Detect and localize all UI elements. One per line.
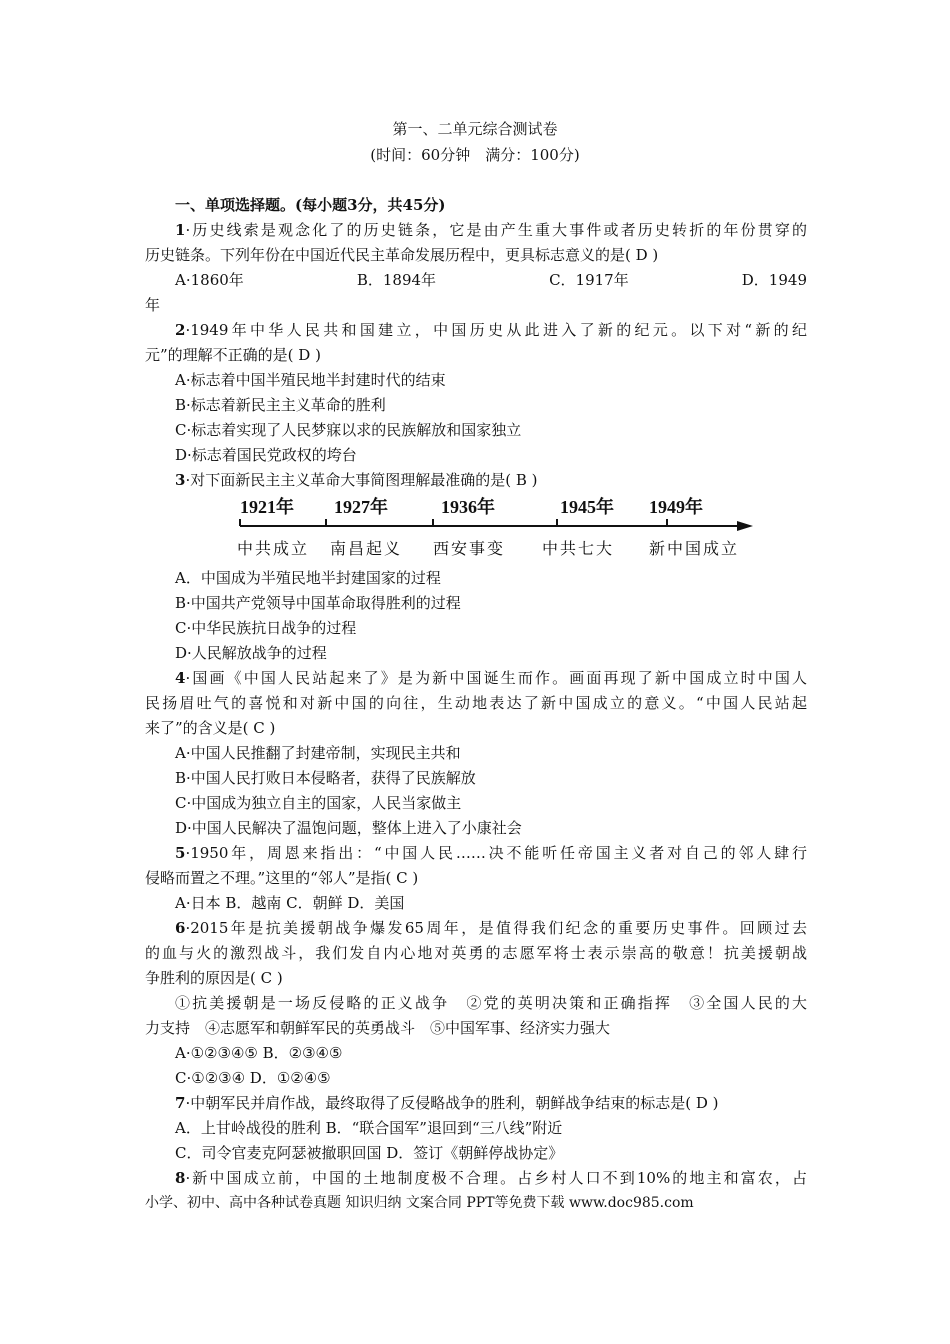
question-5-options: A·日本 B．越南 C．朝鲜 D．美国 xyxy=(175,894,405,912)
option-a: A·标志着中国半殖民地半封建时代的结束 xyxy=(175,371,446,389)
timeline-year: 1949年 xyxy=(649,497,703,517)
question-7-options-ab: A．上甘岭战役的胜利 B．“联合国军”退回到“三八线”附近 xyxy=(175,1119,563,1137)
option-c: C．1917年 xyxy=(549,271,629,289)
question-text: ·历史线索是观念化了的历史链条，它是由产生重大事件或者历史转折的年份贯穿的 xyxy=(185,221,807,239)
question-6-options-ab: A·①②③④⑤ B．②③④⑤ xyxy=(175,1044,343,1062)
timeline-event: 西安事变 xyxy=(433,539,506,558)
question-7-line-1 xyxy=(145,1091,807,1116)
option-b: B．1894年 xyxy=(356,271,437,289)
page-title: 第一、二单元综合测试卷 xyxy=(392,120,558,138)
question-4-line-3: 来了”的含义是( C ) xyxy=(145,719,276,737)
question-5-line-2: 侵略而置之不理。”这里的“邻人”是指( C ) xyxy=(145,869,419,887)
question-number: 7 xyxy=(175,1094,186,1112)
option-b: B·标志着新民主主义革命的胜利 xyxy=(175,396,386,414)
timeline-event: 中共成立 xyxy=(237,539,310,558)
question-1-line-1 xyxy=(145,218,807,243)
question-number: 1 xyxy=(175,221,186,239)
question-5-line-1 xyxy=(145,841,807,866)
question-6-statements-2: 力支持 ④志愿军和朝鲜军民的英勇战斗 ⑤中国军事、经济实力强大 xyxy=(145,1019,611,1037)
option-b: B·中国共产党领导中国革命取得胜利的过程 xyxy=(175,594,461,612)
question-4-line-1 xyxy=(145,666,807,691)
option-b: B·中国人民打败日本侵略者，获得了民族解放 xyxy=(175,769,476,787)
timeline-event: 南昌起义 xyxy=(330,539,403,558)
timeline-year: 1927年 xyxy=(334,497,388,517)
question-text: ·1950年，周恩来指出：“中国人民……决不能听任帝国主义者对自己的邻人肆行 xyxy=(185,844,807,862)
question-6-line-2: 的血与火的激烈战斗，我们发自内心地对英勇的志愿军将士表示崇高的敬意！抗美援朝战 xyxy=(145,944,807,962)
section-heading: 一、单项选择题。(每小题3分，共45分) xyxy=(175,196,446,214)
question-7-options-cd: C．司令官麦克阿瑟被撤职回国 D．签订《朝鲜停战协定》 xyxy=(175,1144,564,1162)
timeline-year: 1945年 xyxy=(560,497,614,517)
question-1-options xyxy=(145,268,807,293)
timeline-event: 新中国成立 xyxy=(649,539,740,558)
question-3-line-1 xyxy=(145,468,807,493)
page-footer: 小学、初中、高中各种试卷真题 知识归纳 文案合同 PPT等免费下载 www.doc985.com xyxy=(145,1195,694,1211)
question-4-line-2: 民扬眉吐气的喜悦和对新中国的向往，生动地表达了新中国成立的意义。“中国人民站起 xyxy=(145,694,807,712)
option-c: C·标志着实现了人民梦寐以求的民族解放和国家独立 xyxy=(175,421,522,439)
question-number: 5 xyxy=(175,844,186,862)
question-number: 6 xyxy=(175,919,186,937)
question-2-line-2: 元”的理解不正确的是( D ) xyxy=(145,346,321,364)
question-6-statements-1: ①抗美援朝是一场反侵略的正义战争 ②党的英明决策和正确指挥 ③全国人民的大 xyxy=(175,994,807,1012)
timeline-event: 中共七大 xyxy=(542,539,615,558)
question-6-line-1 xyxy=(145,916,807,941)
question-text: ·国画《中国人民站起来了》是为新中国诞生而作。画面再现了新中国成立时中国人 xyxy=(185,669,807,687)
timeline-year: 1936年 xyxy=(441,497,495,517)
question-text: ·中朝军民并肩作战，最终取得了反侵略战争的胜利，朝鲜战争结束的标志是( D ) xyxy=(185,1094,719,1112)
option-d: D．1949 xyxy=(741,271,807,289)
question-number: 8 xyxy=(175,1169,186,1187)
option-d: D·标志着国民党政权的垮台 xyxy=(175,446,357,464)
option-d-wrap: 年 xyxy=(145,296,161,314)
question-8-line-1 xyxy=(145,1166,807,1191)
question-2-line-1 xyxy=(145,318,807,343)
exam-content xyxy=(145,193,807,1191)
question-6-options-cd: C·①②③④ D．①②④⑤ xyxy=(175,1069,331,1087)
question-number: 3 xyxy=(175,471,186,489)
option-d: D·中国人民解决了温饱问题，整体上进入了小康社会 xyxy=(175,819,522,837)
question-text: ·1949年中华人民共和国建立，中国历史从此进入了新的纪元。以下对“新的纪 xyxy=(185,321,807,339)
option-a: A·1860年 xyxy=(175,271,244,289)
question-1-line-2: 历史链条。下列年份在中国近代民主革命发展历程中，更具标志意义的是( D ) xyxy=(145,246,659,264)
option-d: D·人民解放战争的过程 xyxy=(175,644,327,662)
question-number: 2 xyxy=(175,321,186,339)
option-c: C·中国成为独立自主的国家，人民当家做主 xyxy=(175,794,462,812)
timeline-diagram xyxy=(237,493,757,566)
question-6-line-3: 争胜利的原因是( C ) xyxy=(145,969,283,987)
option-c: C·中华民族抗日战争的过程 xyxy=(175,619,357,637)
question-text: ·2015年是抗美援朝战争爆发65周年，是值得我们纪念的重要历史事件。回顾过去 xyxy=(185,919,807,937)
timeline-year: 1921年 xyxy=(240,497,294,517)
question-text: ·对下面新民主主义革命大事简图理解最准确的是( B ) xyxy=(185,471,538,489)
option-a: A·中国人民推翻了封建帝制，实现民主共和 xyxy=(175,744,461,762)
option-a: A．中国成为半殖民地半封建国家的过程 xyxy=(175,569,441,587)
question-text: ·新中国成立前，中国的土地制度极不合理。占乡村人口不到10%的地主和富农，占 xyxy=(185,1169,807,1187)
page-subtitle: (时间：60分钟 满分：100分) xyxy=(370,146,580,164)
question-number: 4 xyxy=(175,669,186,687)
